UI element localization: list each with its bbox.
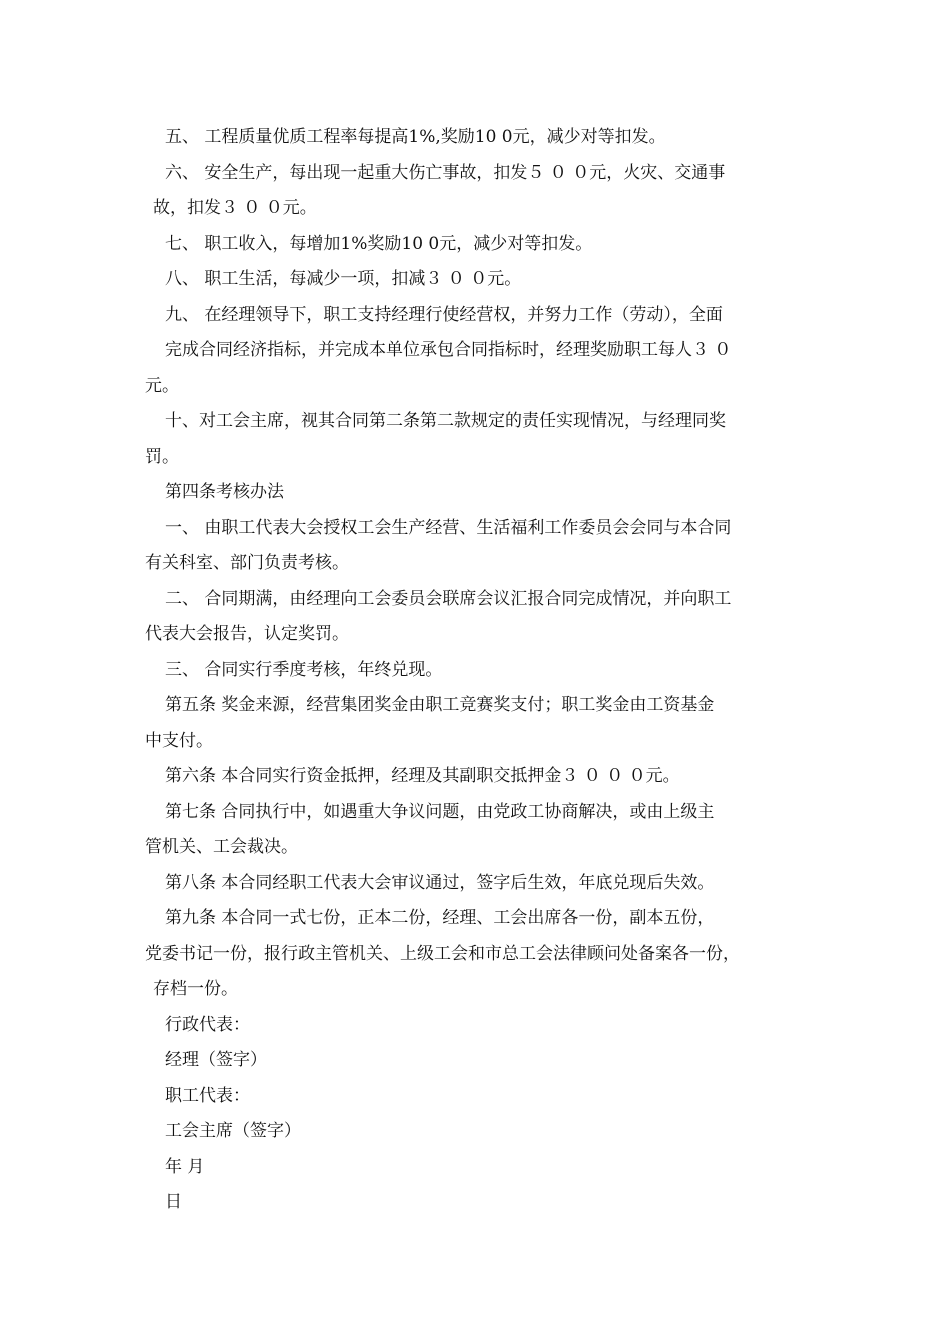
article-9-line-3: 存档一份。 — [153, 979, 238, 999]
clause-6-line-2: 故，扣发３ ０ ０元。 — [153, 198, 317, 218]
article-7-line-2: 管机关、工会裁决。 — [145, 837, 298, 857]
clause-10-line-2: 罚。 — [145, 446, 179, 467]
date-year-month: 年 月 — [165, 1156, 205, 1177]
article-4-item-2-line-1: 二、 合同期满，由经理向工会委员会联席会议汇报合同完成情况，并向职工 — [165, 588, 732, 609]
article-4-heading: 第四条考核办法 — [165, 482, 284, 502]
clause-7-line: 七、 职工收入，每增加1%奖励10 0元，减少对等扣发。 — [165, 233, 593, 254]
clause-8-line: 八、 职工生活，每减少一项，扣减３ ０ ０元。 — [165, 269, 522, 289]
clause-6-line-1: 六、 安全生产，每出现一起重大伤亡事故，扣发５ ０ ０元，火灾、交通事 — [165, 162, 726, 183]
union-chair-signature-label: 工会主席（签字） — [165, 1121, 301, 1141]
clause-5-line: 五、 工程质量优质工程率每提高1%,奖励10 0元，减少对等扣发。 — [165, 127, 666, 147]
article-4-item-3-line: 三、 合同实行季度考核，年终兑现。 — [165, 659, 443, 680]
clause-9-line-3: 元。 — [145, 375, 179, 396]
article-9-line-1: 第九条 本合同一式七份，正本二份，经理、工会出席各一份，副本五份， — [165, 908, 715, 928]
staff-representative-label: 职工代表： — [165, 1085, 250, 1106]
clause-9-line-2: 完成合同经济指标，并完成本单位承包合同指标时，经理奖励职工每人３ ０ — [165, 340, 732, 360]
date-day: 日 — [165, 1192, 182, 1212]
article-5-line-1: 第五条 奖金来源，经营集团奖金由职工竞赛奖支付；职工奖金由工资基金 — [165, 695, 715, 715]
article-4-item-2-line-2: 代表大会报告，认定奖罚。 — [145, 624, 349, 644]
clause-9-line-1: 九、 在经理领导下，职工支持经理行使经营权，并努力工作（劳动），全面 — [165, 304, 723, 325]
article-4-item-1-line-2: 有关科室、部门负责考核。 — [145, 553, 349, 573]
article-7-line-1: 第七条 合同执行中，如遇重大争议问题，由党政工协商解决，或由上级主 — [165, 801, 715, 822]
contract-text — [145, 120, 810, 1221]
article-4-item-1-line-1: 一、 由职工代表大会授权工会生产经营、生活福利工作委员会会同与本合同 — [165, 517, 732, 538]
clause-10-line-1: 十、对工会主席，视其合同第二条第二款规定的责任实现情况，与经理同奖 — [165, 411, 726, 431]
article-5-line-2: 中支付。 — [145, 730, 213, 751]
article-8-line: 第八条 本合同经职工代表大会审议通过，签字后生效，年底兑现后失效。 — [165, 872, 715, 893]
article-9-line-2: 党委书记一份，报行政主管机关、上级工会和市总工会法律顾问处备案各一份， — [145, 943, 740, 964]
manager-signature-label: 经理（签字） — [165, 1050, 267, 1070]
admin-representative-label: 行政代表： — [165, 1014, 250, 1035]
article-6-line: 第六条 本合同实行资金抵押，经理及其副职交抵押金３ ０ ０ ０元。 — [165, 766, 680, 786]
